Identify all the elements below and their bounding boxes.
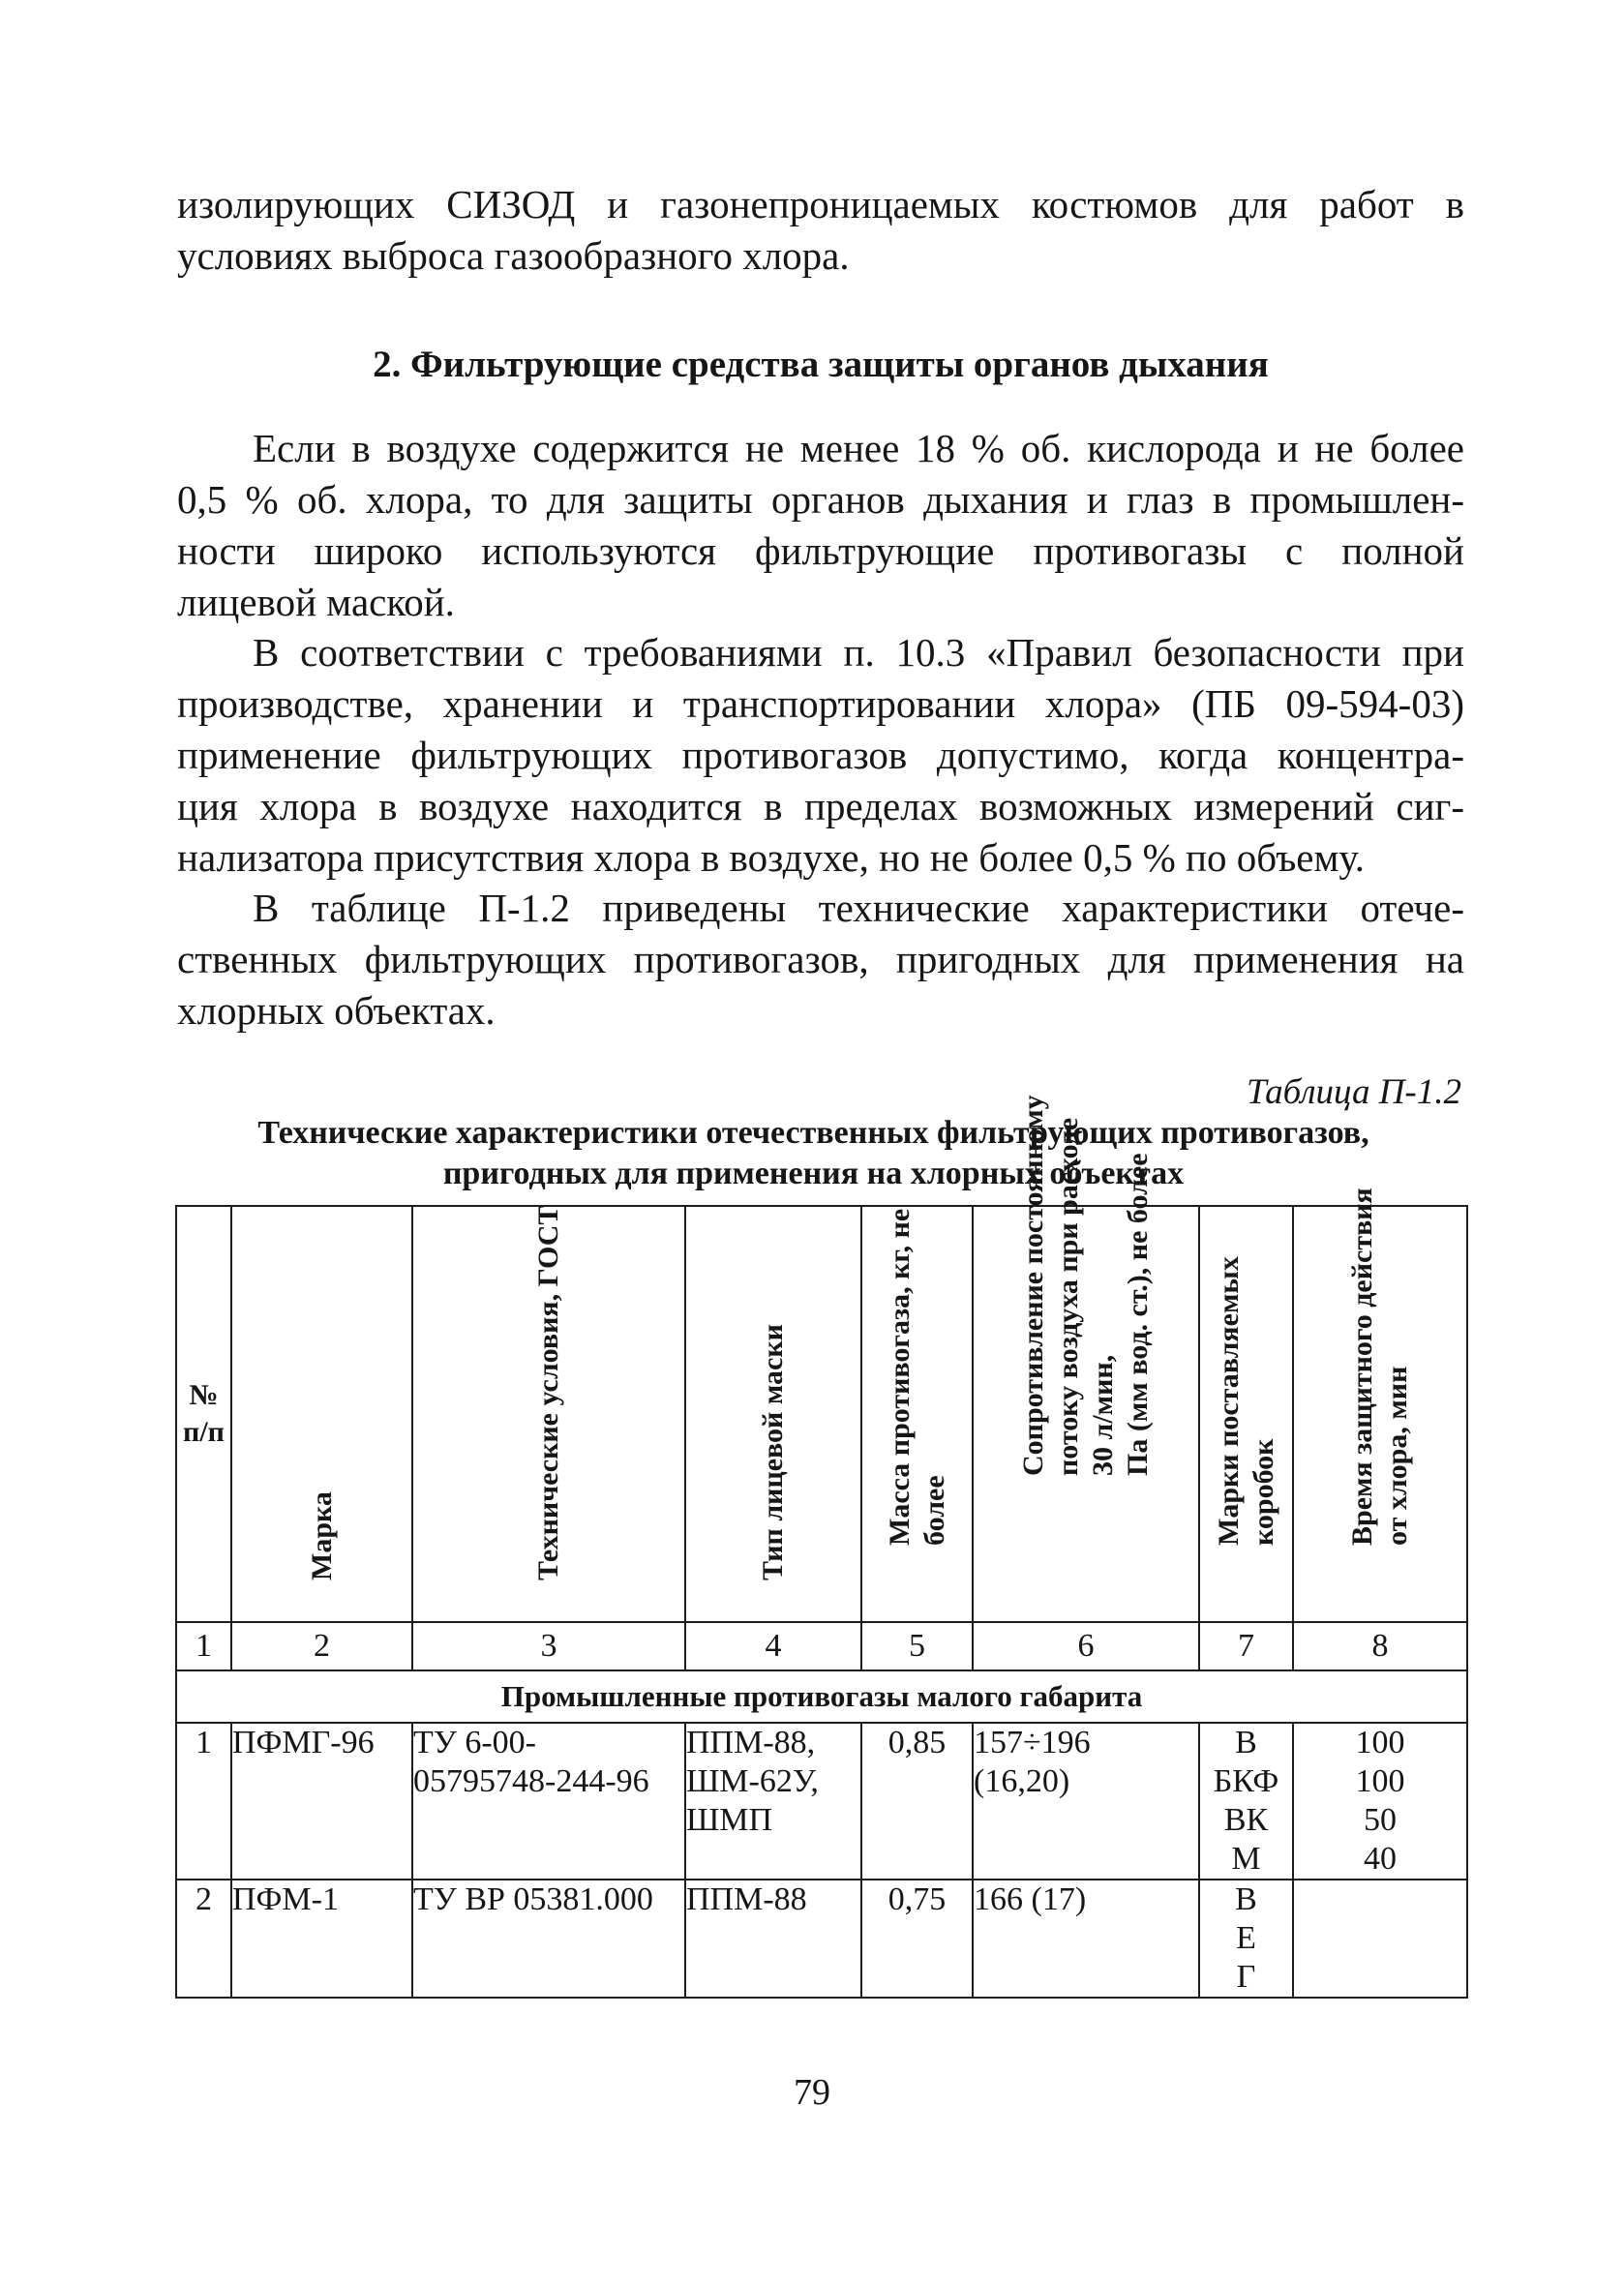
column-number: 5	[861, 1622, 973, 1670]
cell-tech-conditions: ТУ 6-00- 05795748-244-96	[412, 1723, 685, 1880]
table-title-line: пригодных для применения на хлорных объектах	[442, 1156, 1185, 1191]
cell-mass: 0,75	[861, 1880, 973, 1998]
header-tech-conditions: Технические условия, ГОСТ	[412, 1206, 685, 1622]
header-mass: Масса противогаза, кг, не более	[861, 1206, 973, 1622]
text-line: нализатора присутствия хлора в воздухе, но не более 0,5 % по объему.	[177, 835, 1366, 880]
text-line: ности широко используются фильтрующие противогазы с полной	[177, 528, 1464, 573]
text-line: ция хлора в воздухе находится в пределах возможных измерений сиг-	[177, 784, 1464, 828]
table-title	[177, 1113, 1450, 1194]
cell-resistance: 157÷196 (16,20)	[973, 1723, 1199, 1880]
paragraph-table-intro	[177, 883, 1464, 1037]
column-number: 4	[685, 1622, 861, 1670]
table-header-row	[176, 1206, 1467, 1622]
text-line: лицевой маской.	[177, 580, 455, 624]
cell-boxes: В БКФ ВК М	[1199, 1723, 1293, 1880]
table-row	[176, 1880, 1467, 1998]
paragraph-oxygen	[177, 423, 1464, 628]
cell-resistance: 166 (17)	[973, 1880, 1199, 1998]
paragraph-rules	[177, 627, 1464, 884]
header-marka: Марка	[231, 1206, 412, 1622]
table-title-line: Технические характеристики отечественных фильтрующих противогазов,	[257, 1115, 1369, 1151]
column-number: 8	[1293, 1622, 1467, 1670]
column-number: 7	[1199, 1622, 1293, 1670]
cell-protection-time: 100 100 50 40	[1293, 1723, 1467, 1880]
table-label: Таблица П-1.2	[1246, 1072, 1461, 1112]
section-heading: 2. Фильтрующие средства защиты органов дыхания	[373, 344, 1269, 385]
paragraph-continuation	[177, 179, 1464, 282]
column-number: 3	[412, 1622, 685, 1670]
text-line: условиях выброса газообразного хлора.	[177, 233, 850, 278]
header-boxes: Марки поставляемых коробок	[1199, 1206, 1293, 1622]
page-number: 79	[794, 2072, 830, 2113]
text-line: 0,5 % об. хлора, то для защиты органов дыхания и глаз в промышлен-	[177, 477, 1464, 522]
text-line: хлорных объектах.	[177, 988, 496, 1033]
cell-marka: ПФМ-1	[231, 1880, 412, 1998]
text-line: В соответствии с требованиями п. 10.3 «Правил безопасности при	[253, 630, 1464, 675]
text-line: применение фильтрующих противогазов допустимо, когда концентра-	[177, 733, 1464, 777]
header-mask-type: Тип лицевой маски	[685, 1206, 861, 1622]
text-line: Если в воздухе содержится не менее 18 % об. кислорода и не более	[253, 426, 1464, 470]
cell-boxes: В Е Г	[1199, 1880, 1293, 1998]
column-number: 2	[231, 1622, 412, 1670]
cell-mask-type: ППМ-88	[685, 1880, 861, 1998]
cell-number: 1	[176, 1723, 231, 1880]
column-number-row	[176, 1622, 1467, 1670]
text-line: изолирующих СИЗОД и газонепроницаемых костюмов для работ в	[177, 182, 1464, 226]
column-number: 1	[176, 1622, 231, 1670]
text-line: ственных фильтрующих противогазов, пригодных для применения на	[177, 937, 1464, 981]
header-number: № п/п	[176, 1206, 231, 1622]
header-protection-time: Время защитного действия от хлора, мин	[1293, 1206, 1467, 1622]
cell-marka: ПФМГ-96	[231, 1723, 412, 1880]
section-row	[176, 1670, 1467, 1723]
header-resistance: Сопротивление постоянному потоку воздуха при расходе 30 л/мин, Па (мм вод. ст.), не более	[973, 1206, 1199, 1622]
cell-number: 2	[176, 1880, 231, 1998]
column-number: 6	[973, 1622, 1199, 1670]
text-line: производстве, хранении и транспортировании хлора» (ПБ 09-594-03)	[177, 681, 1464, 726]
cell-mask-type: ППМ-88, ШМ-62У, ШМП	[685, 1723, 861, 1880]
cell-mass: 0,85	[861, 1723, 973, 1880]
text-line: В таблице П-1.2 приведены технические характеристики отече-	[253, 886, 1464, 930]
cell-protection-time	[1293, 1880, 1467, 1998]
table-row	[176, 1723, 1467, 1880]
cell-tech-conditions: ТУ ВР 05381.000	[412, 1880, 685, 1998]
section-title: Промышленные противогазы малого габарита	[176, 1670, 1467, 1723]
